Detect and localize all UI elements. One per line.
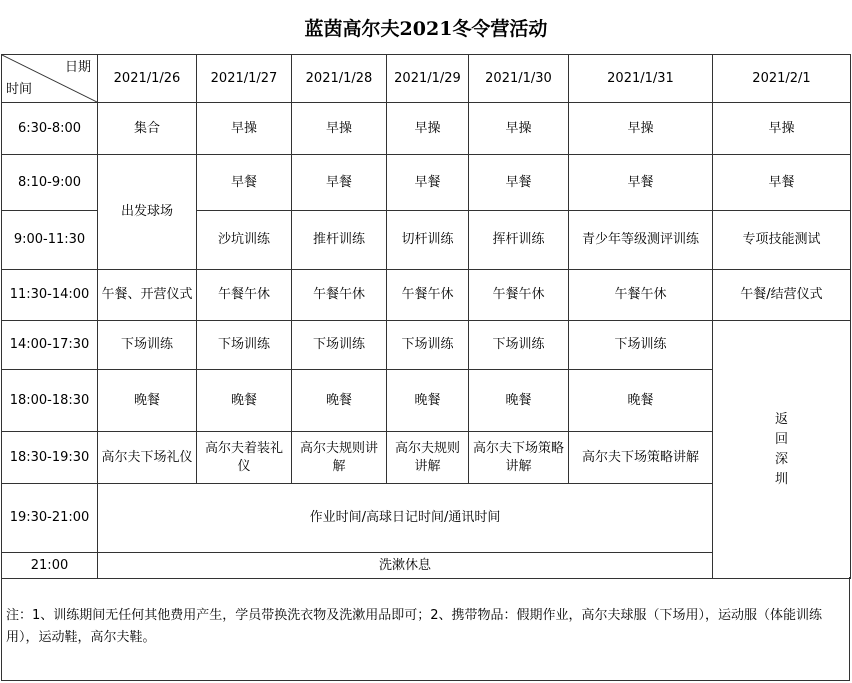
activity-cell: 早餐: [197, 155, 292, 211]
activity-cell: 沙坑训练: [197, 211, 292, 270]
corner-date-label: 日期: [64, 60, 91, 75]
activity-cell: 午餐/结营仪式: [713, 270, 851, 321]
footer-note: 注：1、训练期间无任何其他费用产生，学员带换洗衣物及洗漱用品即可；2、携带物品：假期作业，高尔夫球服（下场用），运动服（体能训练用），运动鞋，高尔夫鞋。: [1, 577, 850, 681]
activity-cell: 推杆训练: [292, 211, 387, 270]
activity-cell: 早餐: [387, 155, 469, 211]
page-title: 蓝茵高尔夫2021冬令营活动: [304, 17, 548, 40]
header-row: [2, 55, 851, 103]
activity-cell: 高尔夫规则讲解: [292, 432, 387, 484]
table-row: [2, 270, 851, 321]
time-cell: 19:30-21:00: [2, 484, 98, 553]
activity-cell: 午餐午休: [292, 270, 387, 321]
activity-cell: 午餐午休: [387, 270, 469, 321]
return-label: 返回深圳: [774, 411, 788, 487]
activity-cell: 午餐、开营仪式: [98, 270, 197, 321]
time-cell: 14:00-17:30: [2, 321, 98, 370]
corner-cell: [2, 55, 98, 103]
activity-cell: 早操: [387, 103, 469, 155]
activity-cell: 切杆训练: [387, 211, 469, 270]
activity-cell: 早餐: [713, 155, 851, 211]
activity-cell: 午餐午休: [469, 270, 569, 321]
date-header: 2021/1/28: [292, 55, 387, 103]
time-cell: 18:30-19:30: [2, 432, 98, 484]
time-cell: 21:00: [2, 553, 98, 579]
activity-cell: 午餐午休: [197, 270, 292, 321]
activity-cell: 下场训练: [387, 321, 469, 370]
activity-cell: 出发球场: [98, 155, 197, 270]
table-row: [2, 103, 851, 155]
return-cell: [713, 321, 851, 579]
activity-cell: 高尔夫规则讲解: [387, 432, 469, 484]
activity-cell: 专项技能测试: [713, 211, 851, 270]
table-row: [2, 155, 851, 211]
activity-cell: 集合: [98, 103, 197, 155]
activity-cell: 早操: [469, 103, 569, 155]
activity-cell: 早操: [197, 103, 292, 155]
merged-activity-cell: 作业时间/高球日记时间/通讯时间: [98, 484, 713, 553]
activity-cell: 午餐午休: [569, 270, 713, 321]
activity-cell: 下场训练: [197, 321, 292, 370]
date-header: 2021/2/1: [713, 55, 851, 103]
activity-cell: 早操: [713, 103, 851, 155]
activity-cell: 晚餐: [469, 370, 569, 432]
activity-cell: 晚餐: [569, 370, 713, 432]
activity-cell: 高尔夫下场策略讲解: [569, 432, 713, 484]
activity-cell: 高尔夫着装礼仪: [197, 432, 292, 484]
activity-cell: 下场训练: [469, 321, 569, 370]
date-header: 2021/1/30: [469, 55, 569, 103]
activity-cell: 高尔夫下场礼仪: [98, 432, 197, 484]
activity-cell: 早餐: [469, 155, 569, 211]
time-cell: 6:30-8:00: [2, 103, 98, 155]
activity-cell: 下场训练: [569, 321, 713, 370]
time-cell: 11:30-14:00: [2, 270, 98, 321]
activity-cell: 晚餐: [197, 370, 292, 432]
activity-cell: 晚餐: [387, 370, 469, 432]
time-cell: 9:00-11:30: [2, 211, 98, 270]
activity-cell: 早餐: [292, 155, 387, 211]
activity-cell: 晚餐: [292, 370, 387, 432]
activity-cell: 早操: [292, 103, 387, 155]
activity-cell: 晚餐: [98, 370, 197, 432]
activity-cell: 下场训练: [98, 321, 197, 370]
schedule-table: [1, 54, 851, 579]
date-header: 2021/1/27: [197, 55, 292, 103]
time-cell: 18:00-18:30: [2, 370, 98, 432]
activity-cell: 早操: [569, 103, 713, 155]
table-row: [2, 321, 851, 370]
corner-time-label: 时间: [6, 82, 33, 97]
date-header: 2021/1/26: [98, 55, 197, 103]
merged-activity-cell: 洗漱休息: [98, 553, 713, 579]
activity-cell: 下场训练: [292, 321, 387, 370]
date-header: 2021/1/31: [569, 55, 713, 103]
activity-cell: 早餐: [569, 155, 713, 211]
activity-cell: 挥杆训练: [469, 211, 569, 270]
activity-cell: 青少年等级测评训练: [569, 211, 713, 270]
time-cell: 8:10-9:00: [2, 155, 98, 211]
activity-cell: 高尔夫下场策略讲解: [469, 432, 569, 484]
date-header: 2021/1/29: [387, 55, 469, 103]
